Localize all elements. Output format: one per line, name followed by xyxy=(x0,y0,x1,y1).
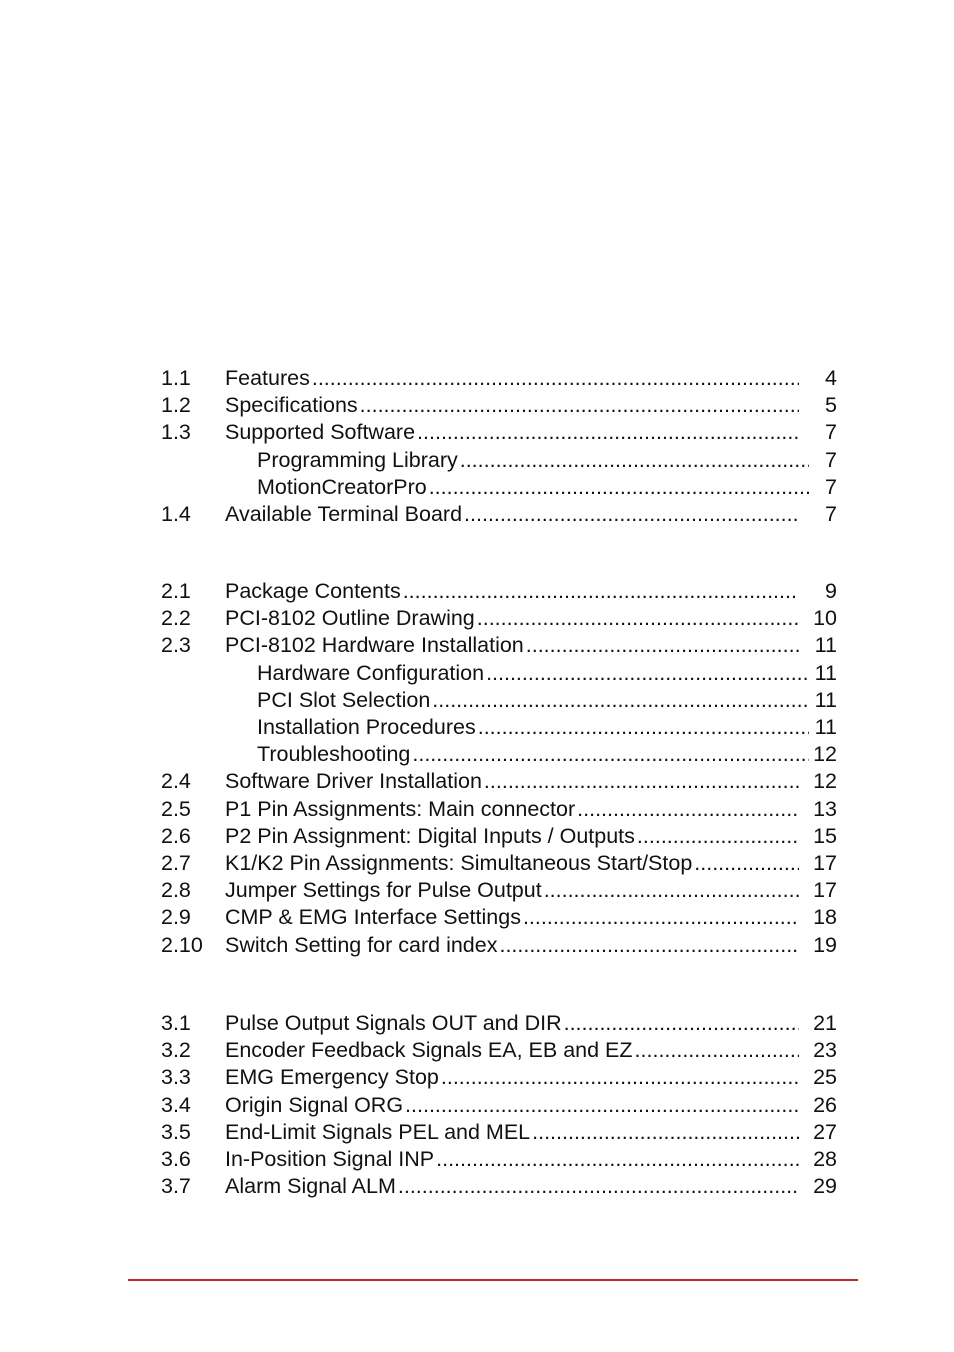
toc-dot-leader xyxy=(544,877,799,904)
toc-entry-page: 13 xyxy=(813,796,837,821)
toc-entry[interactable] xyxy=(161,1146,837,1173)
toc-entry-number: 2.7 xyxy=(161,851,191,875)
toc-entry[interactable] xyxy=(161,501,837,528)
toc-entry-title: End-Limit Signals PEL and MEL xyxy=(225,1119,531,1144)
toc-dot-leader xyxy=(412,741,809,768)
toc-entry[interactable] xyxy=(161,605,837,632)
toc-entry-number: 2.8 xyxy=(161,878,191,903)
footer-rule xyxy=(128,1279,858,1281)
toc-dot-leader xyxy=(523,904,799,931)
toc-entry[interactable] xyxy=(161,1010,837,1037)
toc-entry-number: 2.10 xyxy=(161,932,203,957)
toc-entry-title: Available Terminal Board xyxy=(225,502,463,526)
toc-entry-page: 17 xyxy=(813,851,837,875)
toc-entry[interactable] xyxy=(161,823,837,850)
toc-entry-number: 1.3 xyxy=(161,420,191,445)
toc-entry-number: 3.2 xyxy=(161,1038,191,1063)
toc-subentry[interactable] xyxy=(161,447,837,474)
toc-entry-title: Package Contents xyxy=(225,579,401,603)
toc-entry-title: PCI-8102 Outline Drawing xyxy=(225,606,475,631)
toc-entry-title: PCI-8102 Hardware Installation xyxy=(225,633,524,658)
toc-dot-leader xyxy=(486,660,809,687)
toc-dot-leader xyxy=(360,392,799,419)
toc-entry-page: 26 xyxy=(813,1092,837,1117)
toc-entry-page: 4 xyxy=(825,366,837,390)
toc-entry-page: 7 xyxy=(825,420,837,445)
toc-dot-leader xyxy=(694,850,799,877)
toc-entry-page: 18 xyxy=(813,905,837,930)
toc-entry-title: CMP & EMG Interface Settings xyxy=(225,905,521,930)
toc-entry-page: 11 xyxy=(814,660,837,685)
toc-entry-page: 15 xyxy=(813,823,837,848)
toc-dot-leader xyxy=(436,1146,799,1173)
toc-entry-title: Hardware Configuration xyxy=(257,660,485,685)
toc-entry[interactable] xyxy=(161,850,837,877)
toc-entry[interactable] xyxy=(161,1119,837,1146)
toc-entry[interactable] xyxy=(161,877,837,904)
toc-entry-title: Software Driver Installation xyxy=(225,769,482,794)
toc-entry[interactable] xyxy=(161,932,837,959)
toc-entry-title: Programming Library xyxy=(257,447,458,472)
toc-entry[interactable] xyxy=(161,392,837,419)
toc-entry-number: 3.5 xyxy=(161,1119,191,1144)
toc-entry-page: 25 xyxy=(813,1065,837,1090)
toc-entry-number: 2.6 xyxy=(161,823,191,848)
toc-entry-page: 7 xyxy=(825,502,837,526)
toc-entry-page: 12 xyxy=(813,742,837,767)
toc-entry-page: 23 xyxy=(813,1038,837,1063)
toc-entry-number: 2.4 xyxy=(161,769,191,794)
toc-entry-title: Features xyxy=(225,366,310,390)
toc-dot-leader xyxy=(532,1119,799,1146)
toc-entry-page: 9 xyxy=(825,579,837,603)
toc-entry-page: 11 xyxy=(814,715,837,739)
toc-entry-number: 1.1 xyxy=(161,366,191,390)
toc-dot-leader xyxy=(441,1064,799,1091)
toc-subentry[interactable] xyxy=(161,741,837,768)
toc-dot-leader xyxy=(432,687,809,714)
toc-entry-title: EMG Emergency Stop xyxy=(225,1065,439,1090)
toc-subentry[interactable] xyxy=(161,660,837,687)
toc-dot-leader xyxy=(484,768,799,795)
toc-entry-page: 11 xyxy=(814,687,837,712)
toc-entry-number: 2.2 xyxy=(161,606,191,631)
toc-entry-page: 7 xyxy=(825,447,837,472)
toc-dot-leader xyxy=(564,1010,799,1037)
toc-entry-title: Troubleshooting xyxy=(257,742,411,767)
toc-dot-leader xyxy=(464,501,799,528)
toc-entry-title: Alarm Signal ALM xyxy=(225,1174,396,1199)
toc-entry-title: Supported Software xyxy=(225,420,416,445)
toc-entry-number: 2.3 xyxy=(161,633,191,658)
toc-entry-title: Specifications xyxy=(225,393,358,418)
toc-entry-title: P2 Pin Assignment: Digital Inputs / Outputs xyxy=(225,823,635,848)
toc-dot-leader xyxy=(526,632,799,659)
toc-entry-number: 1.4 xyxy=(161,502,191,526)
toc-entry[interactable] xyxy=(161,796,837,823)
toc-subentry[interactable] xyxy=(161,714,837,741)
toc-dot-leader xyxy=(398,1173,799,1200)
toc-entry-page: 27 xyxy=(813,1119,837,1144)
toc-entry-number: 3.1 xyxy=(161,1011,191,1035)
toc-entry-number: 2.9 xyxy=(161,905,191,930)
toc-entry-number: 3.6 xyxy=(161,1147,191,1171)
toc-entry-number: 2.1 xyxy=(161,579,191,603)
toc-entry-page: 12 xyxy=(813,769,837,794)
toc-entry[interactable] xyxy=(161,768,837,795)
toc-dot-leader xyxy=(499,932,799,959)
toc-dot-leader xyxy=(577,796,799,823)
toc-entry[interactable] xyxy=(161,1037,837,1064)
toc-entry[interactable] xyxy=(161,904,837,931)
toc-entry-title: Installation Procedures xyxy=(257,715,476,739)
toc-entry-title: In-Position Signal INP xyxy=(225,1147,435,1171)
toc-entry-title: Switch Setting for card index xyxy=(225,932,498,957)
toc-entry[interactable] xyxy=(161,1064,837,1091)
toc-entry-title: Pulse Output Signals OUT and DIR xyxy=(225,1011,562,1035)
toc-subentry[interactable] xyxy=(161,474,837,501)
toc-dot-leader xyxy=(429,474,809,501)
toc-dot-leader xyxy=(477,605,799,632)
toc-entry-page: 7 xyxy=(825,474,837,499)
toc-entry-page: 19 xyxy=(813,932,837,957)
toc-entry-title: MotionCreatorPro xyxy=(257,474,427,499)
toc-dot-leader xyxy=(312,365,799,392)
toc-entry-title: P1 Pin Assignments: Main connector xyxy=(225,796,576,821)
toc-entry-number: 3.4 xyxy=(161,1092,191,1117)
toc-dot-leader xyxy=(417,419,799,446)
toc-dot-leader xyxy=(635,1037,799,1064)
toc-dot-leader xyxy=(637,823,799,850)
toc-entry[interactable] xyxy=(161,419,837,446)
toc-entry[interactable] xyxy=(161,365,837,392)
toc-entry-number: 3.7 xyxy=(161,1174,191,1199)
toc-entry-page: 11 xyxy=(814,633,837,658)
toc-subentry[interactable] xyxy=(161,687,837,714)
toc-entry-title: K1/K2 Pin Assignments: Simultaneous Start/Stop xyxy=(225,851,693,875)
toc-entry-title: Encoder Feedback Signals EA, EB and EZ xyxy=(225,1038,633,1063)
toc-entry-title: PCI Slot Selection xyxy=(257,687,431,712)
toc-entry[interactable] xyxy=(161,578,837,605)
toc-entry-page: 21 xyxy=(813,1011,837,1035)
toc-entry-number: 3.3 xyxy=(161,1065,191,1090)
toc-dot-leader xyxy=(460,447,809,474)
toc-dot-leader xyxy=(478,714,809,741)
toc-entry-page: 10 xyxy=(813,606,837,631)
toc-entry-title: Jumper Settings for Pulse Output xyxy=(225,878,542,903)
toc-entry-number: 2.5 xyxy=(161,796,191,821)
toc-entry-page: 28 xyxy=(813,1147,837,1171)
toc-entry-page: 17 xyxy=(813,878,837,903)
toc-entry[interactable] xyxy=(161,1092,837,1119)
toc-entry-number: 1.2 xyxy=(161,393,191,418)
toc-entry[interactable] xyxy=(161,632,837,659)
toc-dot-leader xyxy=(403,578,799,605)
toc-entry-title: Origin Signal ORG xyxy=(225,1092,404,1117)
toc-entry-page: 5 xyxy=(825,393,837,418)
toc-entry[interactable] xyxy=(161,1173,837,1200)
toc-dot-leader xyxy=(405,1092,799,1119)
toc-entry-page: 29 xyxy=(813,1174,837,1199)
